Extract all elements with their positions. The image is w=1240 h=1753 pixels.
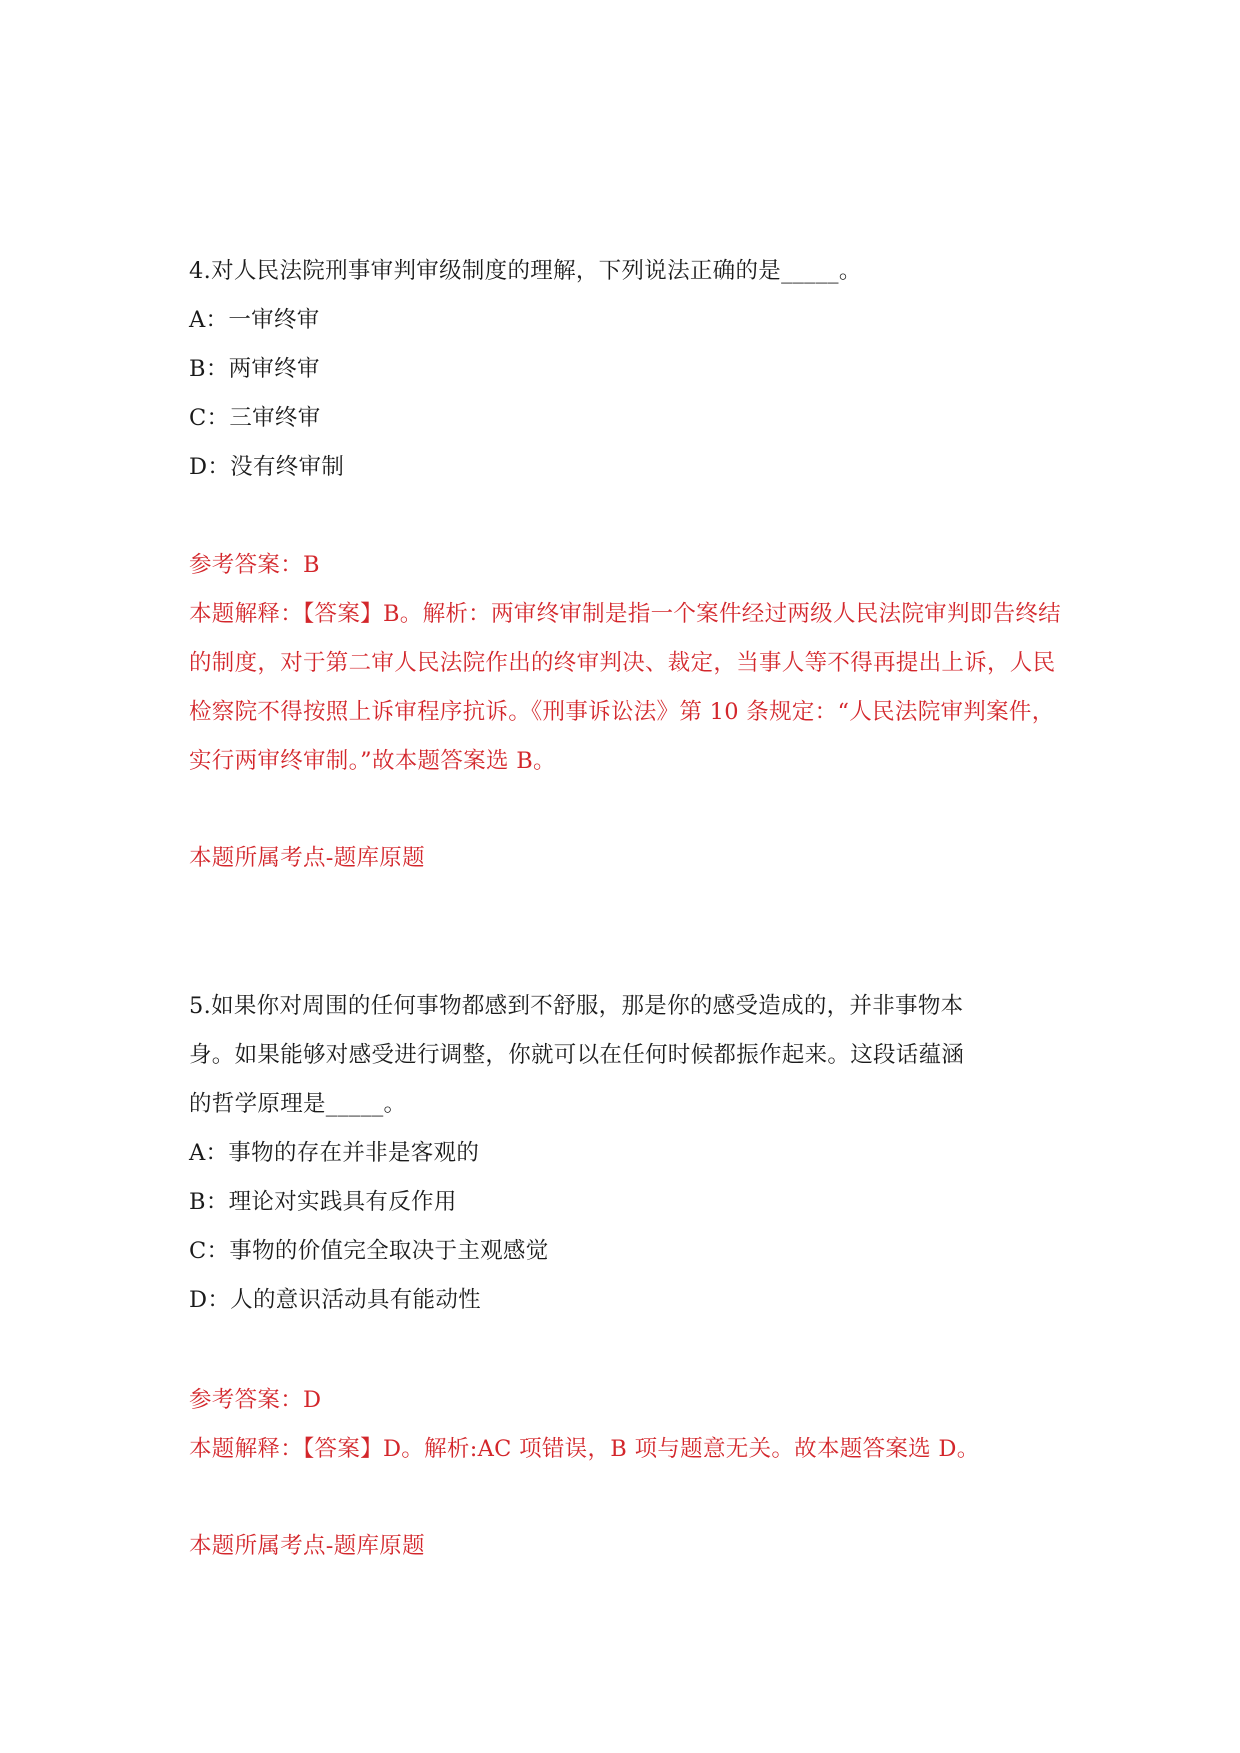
topic-label: 本题所属考点-题库原题 — [189, 1533, 425, 1559]
option-b: B：两审终审 — [189, 356, 320, 382]
question-5 — [189, 982, 1069, 1325]
option-c: C：三审终审 — [189, 405, 321, 431]
question-5-topic — [189, 1522, 1069, 1571]
answer-explanation: 本题解释：【答案】B。解析：两审终审制是指一个案件经过两级人民法院审判即告终结的制度，对于第二审人民法院作出的终审判决、裁定，当事人等不得再提出上诉，人民检察院不得按照上诉审程序抗诉。《刑事诉讼法》第 10 条规定：“人民法院审判案件，实行两审终审制。”故本题答案选 B。 — [189, 601, 1061, 774]
reference-answer: 参考答案：D — [189, 1387, 322, 1413]
topic-label: 本题所属考点-题库原题 — [189, 845, 425, 871]
option-d: D：没有终审制 — [189, 454, 345, 480]
reference-answer: 参考答案：B — [189, 552, 320, 578]
option-a: A：一审终审 — [189, 307, 320, 333]
question-5-answer-section — [189, 1376, 1069, 1474]
option-d: D：人的意识活动具有能动性 — [189, 1287, 481, 1313]
question-4-topic — [189, 834, 1069, 883]
question-stem-line-1: 5.如果你对周围的任何事物都感到不舒服，那是你的感受造成的，并非事物本 — [189, 993, 964, 1019]
question-stem-line-2: 身。如果能够对感受进行调整，你就可以在任何时候都振作起来。这段话蕴涵 — [189, 1042, 965, 1068]
option-b: B：理论对实践具有反作用 — [189, 1189, 457, 1215]
question-4-answer-section — [189, 541, 1069, 786]
answer-explanation: 本题解释：【答案】D。解析:AC 项错误，B 项与题意无关。故本题答案选 D。 — [189, 1436, 980, 1462]
option-c: C：事物的价值完全取决于主观感觉 — [189, 1238, 549, 1264]
question-stem: 4.对人民法院刑事审判审级制度的理解，下列说法正确的是_____。 — [189, 258, 862, 284]
question-stem-line-3: 的哲学原理是_____。 — [189, 1091, 407, 1117]
option-a: A：事物的存在并非是客观的 — [189, 1140, 480, 1166]
question-4 — [189, 247, 1069, 492]
